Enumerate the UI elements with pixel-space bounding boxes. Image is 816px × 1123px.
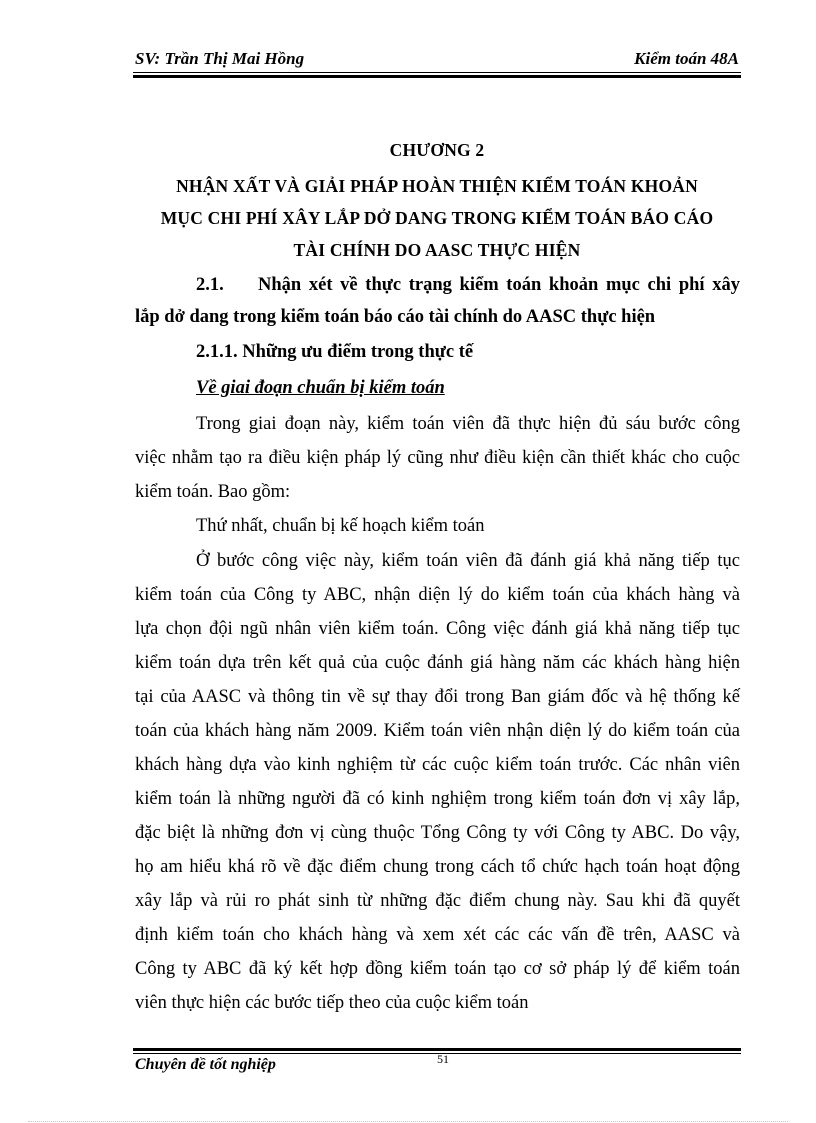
paragraph-2-line-5: tại của AASC và thông tin về sự thay đổi trong Ban giám đốc và hệ thống kế — [135, 687, 740, 707]
page-bottom-divider — [28, 1121, 788, 1122]
paragraph-2-line-6: toán của khách hàng năm 2009. Kiểm toán viên nhận diện lý do kiểm toán của — [135, 721, 740, 741]
paragraph-2-line-11: xây lắp và rủi ro phát sinh từ những đặc điểm chung này. Sau khi đã quyết — [135, 891, 740, 911]
section-number: 2.1. — [196, 275, 224, 295]
chapter-title-line-3: TÀI CHÍNH DO AASC THỰC HIỆN — [293, 240, 581, 260]
paragraph-2-line-1: Ở bước công việc này, kiểm toán viên đã đánh giá khả năng tiếp tục — [196, 551, 740, 571]
chapter-title-line-2: MỤC CHI PHÍ XÂY LẮP DỞ DANG TRONG KIỂM TOÁN BÁO CÁO — [160, 208, 714, 228]
paragraph-2-line-13: Công ty ABC đã ký kết hợp đồng kiểm toán tạo cơ sở pháp lý để kiểm toán — [135, 959, 740, 979]
page-number: 51 — [437, 1052, 449, 1066]
chapter-label: CHƯƠNG 2 — [389, 140, 485, 160]
paragraph-2-line-12: định kiểm toán cho khách hàng và xem xét các các vấn đề trên, AASC và — [135, 925, 740, 945]
paragraph-2-line-8: kiểm toán là những người đã có kinh nghiệm trong kiểm toán đơn vị xây lắp, — [135, 789, 740, 809]
paragraph-2-line-4: kiểm toán dựa trên kết quả của cuộc đánh giá hàng năm các khách hàng hiện — [135, 653, 740, 673]
step-heading: Thứ nhất, chuẩn bị kế hoạch kiểm toán — [196, 516, 485, 536]
subsection-title: 2.1.1. Những ưu điểm trong thực tế — [196, 342, 474, 362]
paragraph-1-line-3: kiểm toán. Bao gồm: — [135, 482, 291, 502]
paragraph-1-line-1: Trong giai đoạn này, kiểm toán viên đã thực hiện đủ sáu bước công — [196, 414, 740, 434]
paragraph-2-line-10: họ am hiểu khá rõ về đặc điểm chung trong cách tổ chức hạch toán hoạt động — [135, 857, 740, 877]
paragraph-2-line-9: đặc biệt là những đơn vị cùng thuộc Tổng Công ty với Công ty ABC. Do vậy, — [135, 823, 740, 843]
header-course: Kiểm toán 48A — [634, 49, 739, 68]
paragraph-2-line-14: viên thực hiện các bước tiếp theo của cuộc kiểm toán — [135, 993, 529, 1013]
paragraph-1-line-2: việc nhằm tạo ra điều kiện pháp lý cũng như điều kiện cần thiết khác cho cuộc — [135, 448, 740, 468]
header-student-name: SV: Trần Thị Mai Hồng — [135, 49, 305, 68]
header-rule-thin — [133, 72, 741, 73]
footer-rule-thick — [133, 1048, 741, 1051]
section-title-line-2: lắp dở dang trong kiểm toán báo cáo tài chính do AASC thực hiện — [135, 307, 656, 327]
paragraph-2-line-2: kiểm toán của Công ty ABC, nhận diện lý do kiểm toán của khách hàng và — [135, 585, 740, 605]
header-rule-thick — [133, 75, 741, 78]
paragraph-2-line-3: lựa chọn đội ngũ nhân viên kiểm toán. Công việc đánh giá khả năng tiếp tục — [135, 619, 740, 639]
page-header — [133, 49, 741, 71]
phase-heading: Về giai đoạn chuẩn bị kiểm toán — [196, 378, 445, 398]
paragraph-2-line-7: khách hàng dựa vào kinh nghiệm từ các cuộc kiểm toán trước. Các nhân viên — [135, 755, 740, 775]
footer-label: Chuyên đề tốt nghiệp — [135, 1056, 276, 1073]
section-title-line-1: Nhận xét về thực trạng kiểm toán khoản mục chi phí xây — [258, 275, 740, 295]
chapter-title-line-1: NHẬN XẤT VÀ GIẢI PHÁP HOÀN THIỆN KIỂM TOÁN KHOẢN — [176, 176, 698, 196]
